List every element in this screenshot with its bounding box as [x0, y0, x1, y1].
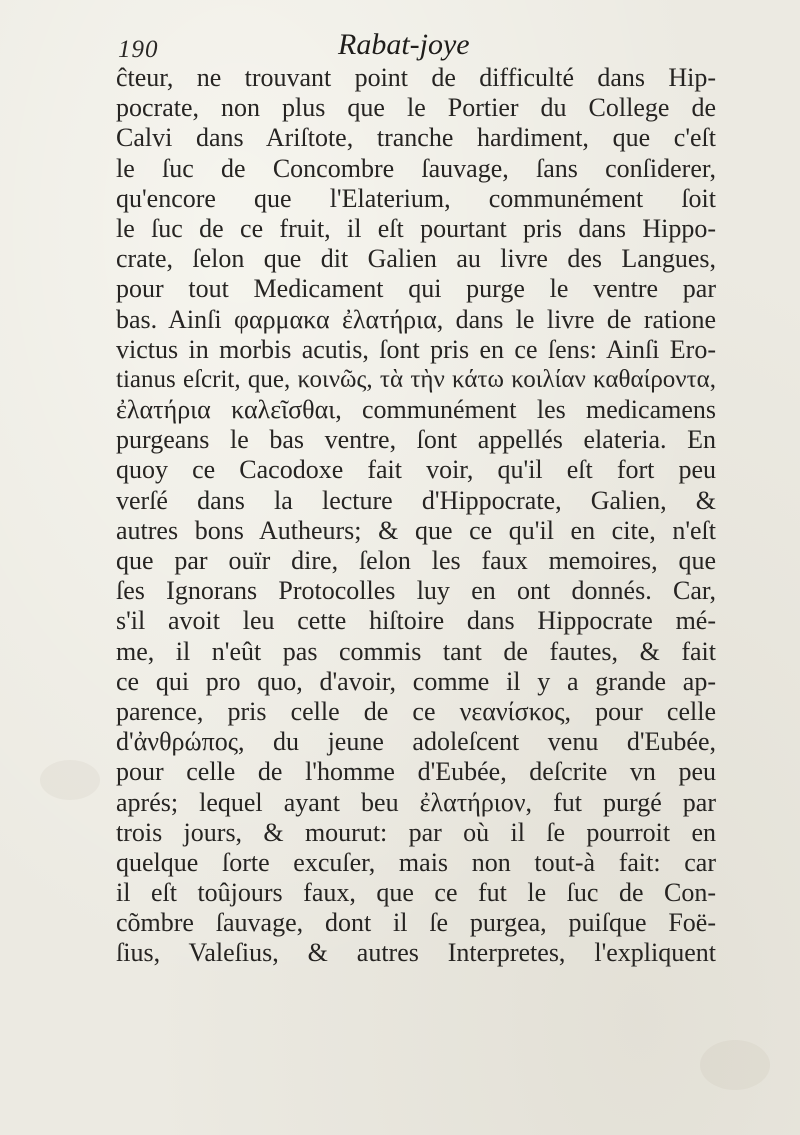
- text-line: le ſuc de Concombre ſauvage, ſans conſiderer,: [116, 153, 716, 183]
- running-title: Rabat-joye: [338, 28, 470, 61]
- text-line: que par ouïr dire, ſelon les faux memoires, que: [116, 546, 716, 575]
- body-text: [116, 63, 716, 969]
- text-line: qu'encore que l'Elaterium, communément ſoit: [116, 183, 716, 213]
- text-line: pour tout Medicament qui purge le ventre par: [116, 274, 716, 304]
- text-line: pour celle de l'homme d'Eubée, deſcrite vn peu: [116, 757, 716, 787]
- text-line: parence, pris celle de ce νεανίσκος, pour celle: [116, 696, 716, 726]
- text-line: ce qui pro quo, d'avoir, comme il y a grande ap-: [116, 666, 716, 696]
- text-line: crate, ſelon que dit Galien au livre des Langues,: [116, 244, 716, 274]
- text-line: pocrate, non plus que le Portier du College de: [116, 93, 716, 123]
- text-line: quelque ſorte excuſer, mais non tout-à fait: car: [116, 847, 716, 877]
- text-line: autres bons Autheurs; & que ce qu'il en cite, n'eſt: [116, 515, 716, 545]
- text-line: quoy ce Cacodoxe fait voir, qu'il eſt fort peu: [116, 455, 716, 485]
- text-line: victus in morbis acutis, ſont pris en ce ſens: Ainſi Ero-: [116, 334, 716, 364]
- text-line: tianus eſcrit, que, κοινῶς, τὰ τὴν κάτω κοιλίαν καθαίροντα,: [116, 365, 716, 393]
- paper-stain: [40, 760, 100, 800]
- text-line: ἐλατήρια καλεῖσθαι, communément les medicamens: [116, 395, 716, 425]
- text-line: ĉteur, ne trouvant point de difficulté dans Hip-: [116, 63, 716, 92]
- text-line: bas. Ainſi φαρμακα ἐλατήρια, dans le livre de ratione: [116, 304, 716, 334]
- text-line: verſé dans la lecture d'Hippocrate, Galien, &: [116, 485, 716, 515]
- text-line: il eſt toûjours faux, que ce fut le ſuc de Con-: [116, 878, 716, 908]
- text-line: s'il avoit leu cette hiſtoire dans Hippocrate mé-: [116, 606, 716, 636]
- page-number: 190: [118, 36, 159, 63]
- text-line: me, il n'eût pas commis tant de fautes, & fait: [116, 636, 716, 666]
- page-header: [118, 28, 718, 68]
- text-line: purgeans le bas ventre, ſont appellés elateria. En: [116, 425, 716, 455]
- paper-stain: [700, 1040, 770, 1090]
- text-line: ſius, Valeſius, & autres Interpretes, l'expliquent: [116, 938, 716, 968]
- text-line: ſes Ignorans Protocolles luy en ont donnés. Car,: [116, 576, 716, 606]
- text-line: Calvi dans Ariſtote, tranche hardiment, que c'eſt: [116, 123, 716, 153]
- text-line: le ſuc de ce fruit, il eſt pourtant pris dans Hippo-: [116, 213, 716, 243]
- text-line: cõmbre ſauvage, dont il ſe purgea, puiſque Foë-: [116, 908, 716, 938]
- text-line: d'ἀνθρώπος, du jeune adoleſcent venu d'Eubée,: [116, 727, 716, 757]
- text-line: aprés; lequel ayant beu ἐλατήριον, fut purgé par: [116, 787, 716, 817]
- text-line: trois jours, & mourut: par où il ſe pourroit en: [116, 817, 716, 847]
